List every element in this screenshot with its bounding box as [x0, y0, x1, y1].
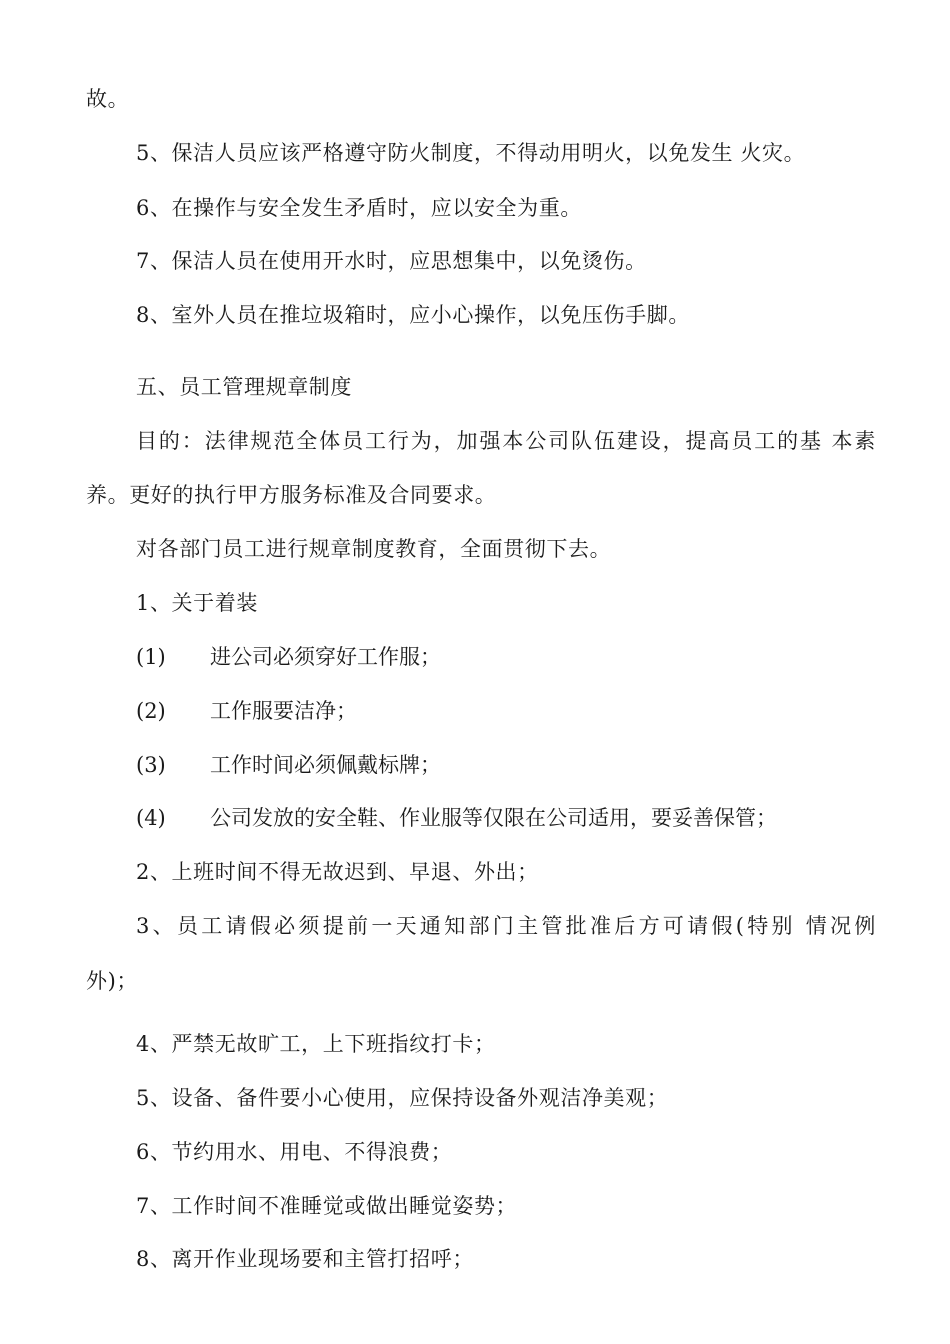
list-item-number: (4): [136, 806, 166, 830]
list-item-number: (2): [136, 699, 166, 723]
rule-item-continuation: 外)；: [86, 969, 138, 993]
rule-item: 7、工作时间不准睡觉或做出睡觉姿势；: [136, 1194, 518, 1218]
list-item-number: (1): [136, 645, 166, 669]
list-item-text: 工作服要洁净；: [210, 699, 357, 723]
list-item-number: (3): [136, 753, 166, 777]
list-item: [136, 642, 441, 672]
rule-item: 6、节约用水、用电、不得浪费；: [136, 1140, 453, 1164]
rule-item: 2、上班时间不得无故迟到、早退、外出；: [136, 860, 539, 884]
rule-item: 3、员工请假必须提前一天通知部门主管批准后方可请假(特别 情况例: [136, 914, 876, 938]
paragraph-line: 5、保洁人员应该严格遵守防火制度，不得动用明火，以免发生 火灾。: [136, 141, 806, 165]
list-item-text: 进公司必须穿好工作服；: [210, 645, 441, 669]
list-item-text: 公司发放的安全鞋、作业服等仅限在公司适用，要妥善保管；: [210, 806, 777, 830]
paragraph-line: 对各部门员工进行规章制度教育，全面贯彻下去。: [136, 537, 612, 561]
paragraph-line: 养。更好的执行甲方服务标准及合同要求。: [86, 483, 497, 507]
section-heading: 五、员工管理规章制度: [136, 375, 352, 399]
rule-item: 4、严禁无故旷工，上下班指纹打卡；: [136, 1032, 496, 1056]
list-item: [136, 696, 357, 726]
paragraph-line: 故。: [86, 87, 130, 111]
list-item-text: 工作时间必须佩戴标牌；: [210, 753, 441, 777]
paragraph-line: 7、保洁人员在使用开水时，应思想集中，以免烫伤。: [136, 249, 647, 273]
rule-item: 5、设备、备件要小心使用，应保持设备外观洁净美观；: [136, 1086, 669, 1110]
list-item: [136, 750, 441, 780]
list-item: [136, 803, 777, 833]
paragraph-line: 目的：法律规范全体员工行为，加强本公司队伍建设，提高员工的基 本素: [136, 429, 876, 453]
subsection-heading: 1、关于着装: [136, 591, 258, 615]
rule-item: 8、离开作业现场要和主管打招呼；: [136, 1247, 474, 1271]
paragraph-line: 8、室外人员在推垃圾箱时，应小心操作，以免压伤手脚。: [136, 303, 690, 327]
paragraph-line: 6、在操作与安全发生矛盾时，应以安全为重。: [136, 196, 582, 220]
